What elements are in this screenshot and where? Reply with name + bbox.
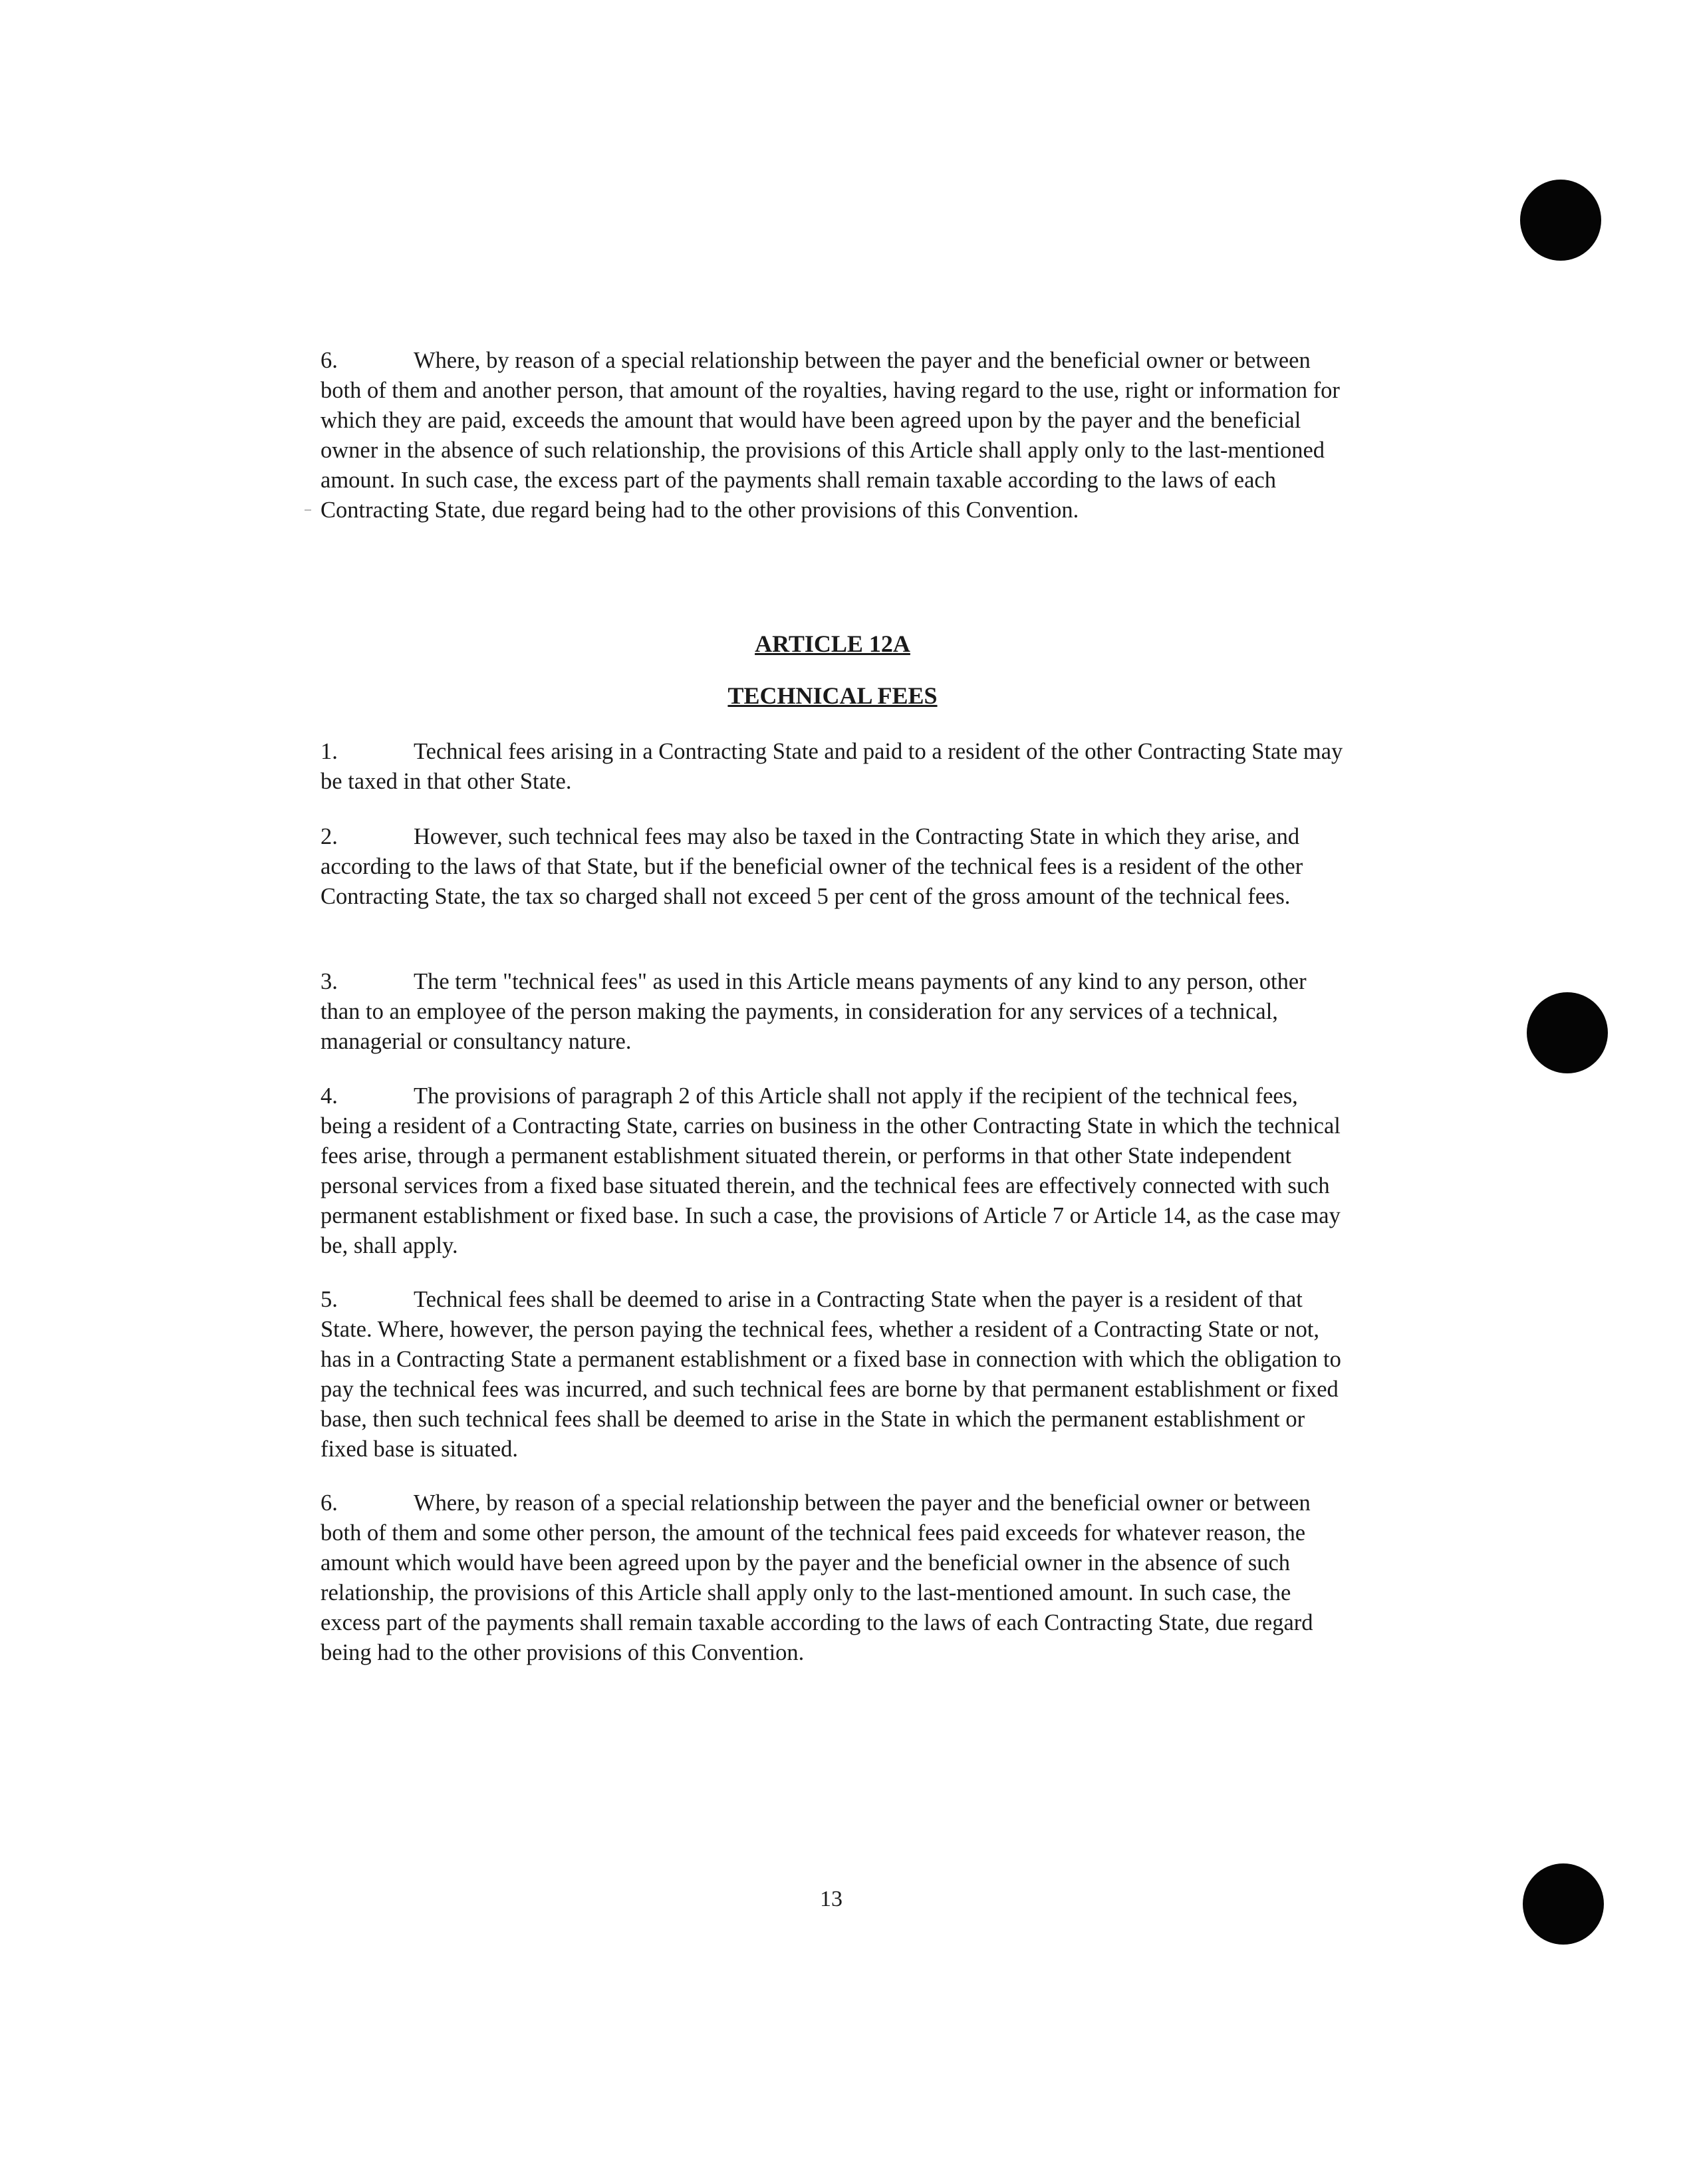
paragraph-number: 5. [321, 1287, 338, 1312]
previous-article-paragraph [321, 346, 1345, 525]
article-heading: ARTICLE 12A [755, 630, 910, 657]
page-number: 13 [820, 1887, 842, 1911]
article-paragraph-3 [321, 967, 1345, 1057]
paragraph [321, 1081, 1345, 1261]
paragraph-text: The provisions of paragraph 2 of this Article shall not apply if the recipient of the technical fees, being a resident of a Contracting State, carries on business in the other Contracting State in which the technical fees arise, through a permanent establishment situated therein, or performs in that other State independent personal services from a fixed base situated therein, and the technical fees are effectively connected with such permanent establishment or fixed base. In such a case, the provisions of Article 7 or Article 14, as the case may be, shall apply. [321, 1083, 1341, 1258]
paragraph [321, 967, 1345, 1057]
punch-hole-middle [1527, 992, 1608, 1073]
paragraph-text: Technical fees shall be deemed to arise in a Contracting State when the payer is a resident of that State. Where, however, the person paying the technical fees, whether a resident of a Contracting State or not, has in a Contracting State a permanent establishment or a fixed base in connection with which the obligation to pay the technical fees was incurred, and such technical fees are borne by that permanent establishment or fixed base, then such technical fees shall be deemed to arise in the State in which the permanent establishment or fixed base is situated. [321, 1287, 1341, 1462]
paragraph-number: 2. [321, 824, 338, 849]
paragraph-number: 3. [321, 969, 338, 994]
paragraph-6-royalties [321, 346, 1345, 525]
article-paragraph-1 [321, 737, 1345, 797]
paragraph-number: 4. [321, 1083, 338, 1109]
paragraph-text: The term "technical fees" as used in this Article means payments of any kind to any person, other than to an employee of the person making the payments, in consideration for any services of a technical, managerial or consultancy nature. [321, 969, 1307, 1054]
paragraph [321, 1285, 1345, 1464]
paragraph-number: 6. [321, 1490, 338, 1516]
paragraph [321, 737, 1345, 797]
paragraph [321, 822, 1345, 912]
punch-hole-bottom [1523, 1863, 1604, 1945]
article-title: TECHNICAL FEES [727, 682, 938, 709]
scan-speck [305, 509, 311, 511]
punch-hole-top [1520, 180, 1601, 261]
paragraph-text: However, such technical fees may also be taxed in the Contracting State in which they arise, and according to the laws of that State, but if the beneficial owner of the technical fees is a resident of the other Contracting State, the tax so charged shall not exceed 5 per cent of the gross amount of the technical fees. [321, 824, 1303, 909]
article-paragraph-5 [321, 1285, 1345, 1464]
paragraph-text: Technical fees arising in a Contracting State and paid to a resident of the other Contracting State may be taxed in that other State. [321, 739, 1343, 794]
paragraph-text: Where, by reason of a special relationship between the payer and the beneficial owner or between both of them and some other person, the amount of the technical fees paid exceeds for whatever reason, the amount which would have been agreed upon by the payer and the beneficial owner in the absence of such relationship, the provisions of this Article shall apply only to the last-mentioned amount. In such case, the excess part of the payments shall remain taxable according to the laws of each Contracting State, due regard being had to the other provisions of this Convention. [321, 1490, 1313, 1665]
paragraph-text: Where, by reason of a special relationship between the payer and the beneficial owner or between both of them and another person, that amount of the royalties, having regard to the use, right or information for which they are paid, exceeds the amount that would have been agreed upon by the payer and the beneficial owner in the absence of such relationship, the provisions of this Article shall apply only to the last-mentioned amount. In such case, the excess part of the payments shall remain taxable according to the laws of each Contracting State, due regard being had to the other provisions of this Convention. [321, 348, 1340, 523]
article-paragraph-4 [321, 1081, 1345, 1261]
paragraph-number: 1. [321, 739, 338, 764]
paragraph [321, 1488, 1345, 1668]
article-paragraph-6 [321, 1488, 1345, 1668]
article-paragraph-2 [321, 822, 1345, 912]
paragraph-number: 6. [321, 348, 338, 373]
